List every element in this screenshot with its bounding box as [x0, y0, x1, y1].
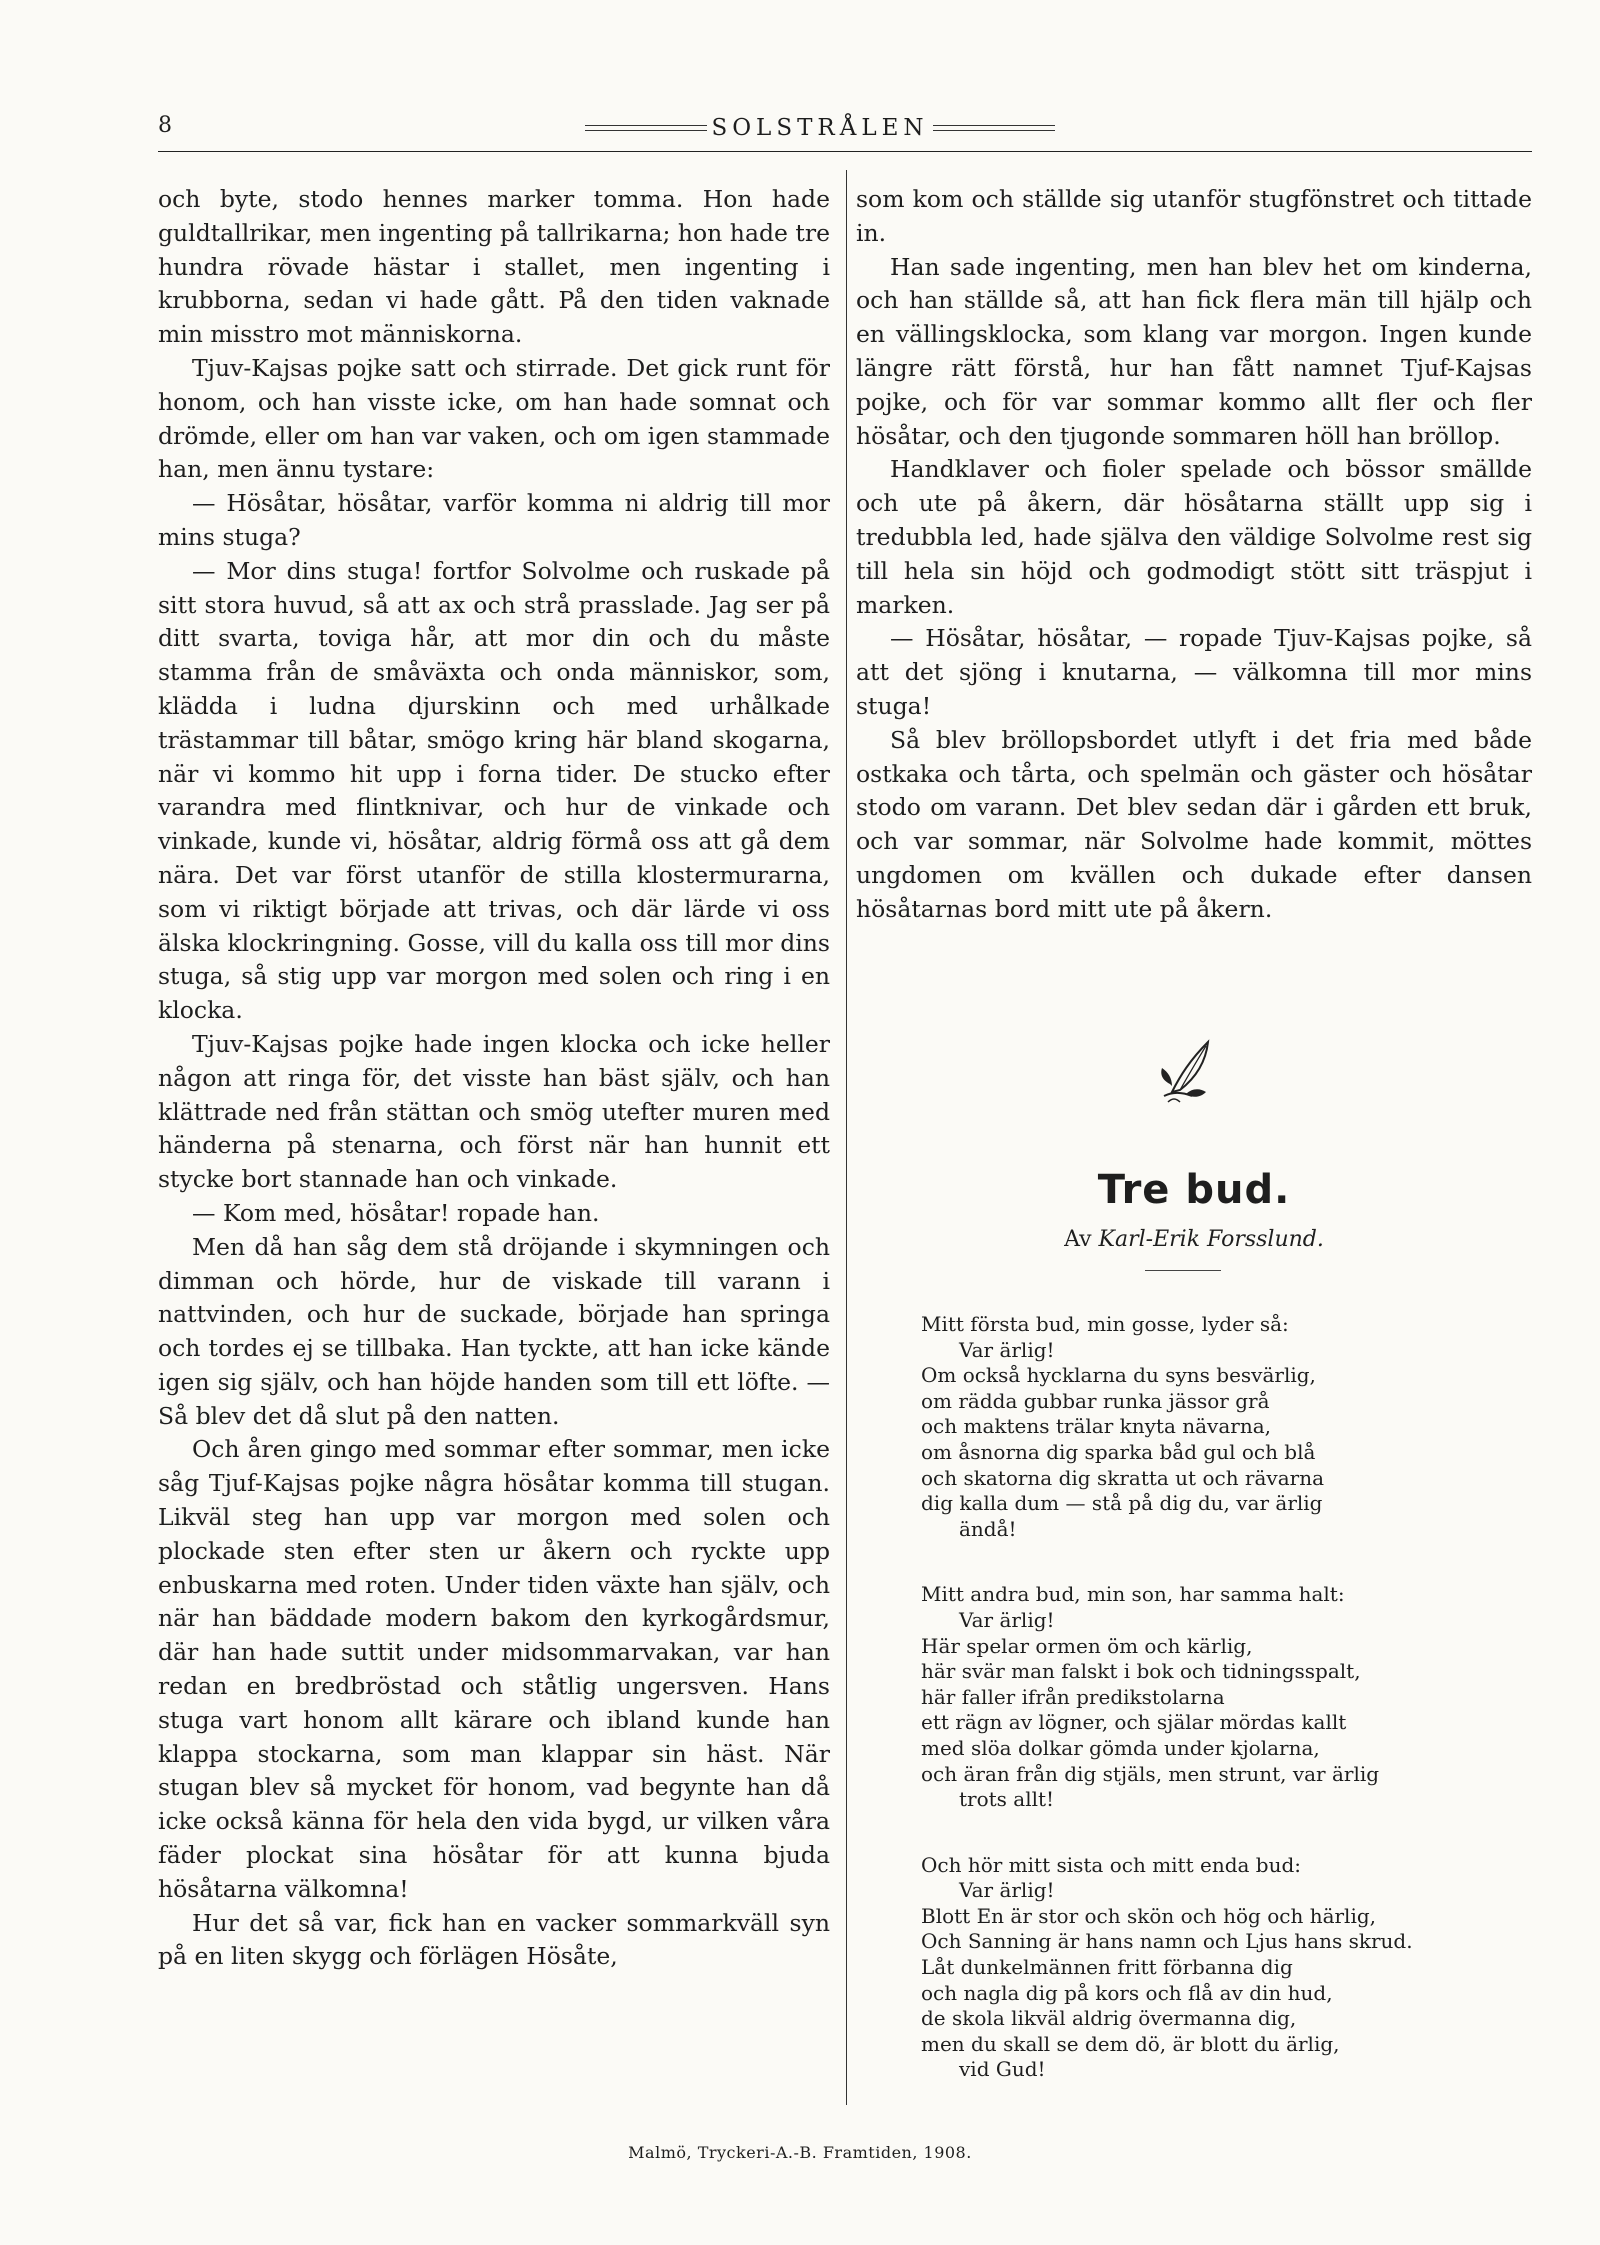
- poem-line: ett rägn av lögner, och själar mördas kallt: [921, 1710, 1347, 1735]
- right-column: [856, 183, 1532, 927]
- printer-imprint: Malmö, Tryckeri-A.-B. Framtiden, 1908.: [628, 2143, 972, 2162]
- poem-stanza: [921, 1853, 1541, 2083]
- paragraph: Och åren gingo med sommar efter sommar, men icke såg Tjuf-Kajsas pojke några hösåtar komma till stugan. Likväl steg han upp var morgon med solen och plockade sten efter sten ur åkern och ryckte upp enbuskarna med roten. Under tiden växte han själv, och när han bäddade modern bakom den kyrkogårdsmur, där han hade suttit under midsommarvakan, var han redan en bredbröstad och ståtlig ungersven. Hans stuga vart honom allt kärare och ibland kunde han klappa stockarna, som man klappar sin häst. När stugan blev så mycket för honom, vad begynte han då icke också känna för hela den vida bygd, ur vilken våra fäder plockat sina hösåtar för att kunna bjuda hösåtarna välkomna!: [158, 1435, 830, 1903]
- poem-title: Tre bud.: [1097, 1167, 1291, 1213]
- poem-line: Om också hycklarna du syns besvärlig,: [921, 1363, 1316, 1388]
- paragraph: Handklaver och fioler spelade och bössor smällde och ute på åkern, där hösåtarna ställt upp sig i tredubbla led, hade själva den väldige Solvolme rest sig till hela sin höjd och godmodigt stött sitt träspjut i marken.: [856, 455, 1532, 619]
- poem-line: Var ärlig!: [959, 1607, 1055, 1632]
- poem-line: om rädda gubbar runka jässor grå: [921, 1388, 1270, 1413]
- poem-line: vid Gud!: [959, 2057, 1046, 2082]
- column-divider: [846, 170, 847, 2105]
- paragraph: — Hösåtar, hösåtar, — ropade Tjuv-Kajsas pojke, så att det sjöng i knutarna, — välkomna till mor mins stuga!: [856, 624, 1532, 720]
- poem-body: [921, 1312, 1541, 2123]
- poem-line: Var ärlig!: [959, 1337, 1055, 1362]
- poem-line: men du skall se dem dö, är blott du ärlig,: [921, 2031, 1340, 2056]
- paragraph: och byte, stodo hennes marker tomma. Hon hade guldtallrikar, men ingenting på tallrikarna; hon hade tre hundra rövade hästar i stallet, men ingenting i krubborna, sedan vi hade gått. På den tiden vaknade min misstro mot människorna.: [158, 185, 830, 349]
- paragraph: Så blev bröllopsbordet utlyft i det fria med både ostkaka och tårta, och spelmän och gäster och hösåtar stodo om varann. Det blev sedan där i gården ett bruk, och var sommar, när Solvolme hade kommit, möttes ungdomen om kvällen och dukade efter dansen hösåtarnas bord mitt ute på åkern.: [856, 725, 1532, 923]
- left-column: [158, 183, 830, 1974]
- paragraph: Tjuv-Kajsas pojke hade ingen klocka och icke heller någon att ringa för, det visste han bäst själv, och han klättrade ned från stättan och smög utefter muren med händerna på stenarna, och först när han hunnit ett stycke bort stannade han och vinkade.: [158, 1029, 830, 1194]
- poem-line: Låt dunkelmännen fritt förbanna dig: [921, 1955, 1293, 1980]
- poem-line: dig kalla dum — stå på dig du, var ärlig: [921, 1491, 1323, 1516]
- paragraph: — Kom med, hösåtar! ropade han.: [192, 1198, 600, 1227]
- poem-line: här svär man falskt i bok och tidningsspalt,: [921, 1659, 1361, 1684]
- poem-line: och nagla dig på kors och flå av din hud,: [921, 1980, 1333, 2005]
- poem-line: med slöa dolkar gömda under kjolarna,: [921, 1735, 1320, 1760]
- paragraph: Han sade ingenting, men han blev het om kinderna, och han ställde så, att han fick flera män till hjälp och en vällingsklocka, som klang var morgon. Ingen kunde längre rätt förstå, hur han fått namnet Tjuf-Kajsas pojke, och för var sommar kommo allt fler och fler hösåtar, och den tjugonde sommaren höll han bröllop.: [856, 252, 1532, 450]
- title-rule: [1145, 1270, 1221, 1271]
- poem-line: Mitt första bud, min gosse, lyder så:: [921, 1312, 1289, 1336]
- poem-line: här faller ifrån predikstolarna: [921, 1684, 1225, 1709]
- page-number: 8: [158, 113, 172, 138]
- poem-line: och maktens trälar knyta nävarna,: [921, 1414, 1271, 1439]
- poem-line: Blott En är stor och skön och hög och härlig,: [921, 1903, 1377, 1928]
- paragraph: Tjuv-Kajsas pojke satt och stirrade. Det gick runt för honom, och han visste icke, om han hade somnat och drömde, eller om han var vaken, och om igen stammade han, men ännu tystare:: [158, 353, 830, 484]
- paragraph: — Mor dins stuga! fortfor Solvolme och ruskade på sitt stora huvud, så att ax och strå prasslade. Jag ser på ditt svarta, toviga hår, att mor din och du måste stamma från de småväxta och onda människor, som, klädda i ludna djurskinn och med urhålkade trästammar till båtar, smögo kring här bland skogarna, när vi kommo hit upp i forna tider. De stucko efter varandra med flintknivar, och hur de vinkade och vinkade, kunde vi, hösåtar, aldrig förmå oss att gå dem nära. Det var först utanför de stilla klostermurarna, som vi riktigt började att trivas, och där lärde vi oss älska klockringning. Gosse, vill du kalla oss till mor dins stuga, så stig upp var morgon med solen och ring i en klocka.: [158, 556, 830, 1025]
- byline-prefix: Av: [1064, 1227, 1092, 1252]
- poem-line: och skatorna dig skratta ut och rävarna: [921, 1465, 1324, 1490]
- poem-byline: [856, 1227, 1532, 1252]
- poem-line: ändå!: [959, 1516, 1017, 1541]
- masthead: [520, 113, 1120, 143]
- masthead-rule-left: [585, 125, 707, 131]
- header-rule: [158, 151, 1532, 152]
- poem-line: Och Sanning är hans namn och Ljus hans skrud.: [921, 1929, 1413, 1954]
- poem-line: Och hör mitt sista och mitt enda bud:: [921, 1852, 1302, 1877]
- paragraph: Men då han såg dem stå dröjande i skymningen och dimman och hörde, hur de viskade till varann i nattvinden, och hur de suckade, började han springa och tordes ej se tillbaka. Han tyckte, att han icke kände igen sig själv, och han höjde handen som till ett löfte. — Så blev det då slut på den natten.: [158, 1232, 830, 1430]
- poem-line: och äran från dig stjäls, men strunt, var ärlig: [921, 1761, 1380, 1786]
- masthead-title: SOLSTRÅLEN: [711, 115, 929, 141]
- paragraph: Hur det så var, fick han en vacker sommarkväll syn på en liten skygg och förlägen Hösåte,: [158, 1908, 830, 1971]
- paragraph: som kom och ställde sig utanför stugfönstret och tittade in.: [856, 185, 1532, 247]
- poem-line: Här spelar ormen öm och kärlig,: [921, 1633, 1253, 1658]
- poem-author: Karl-Erik Forsslund.: [1098, 1227, 1324, 1252]
- poem-line: Var ärlig!: [959, 1878, 1055, 1903]
- poem-line: de skola likväl aldrig övermanna dig,: [921, 2006, 1297, 2031]
- poem-line: trots allt!: [959, 1787, 1055, 1812]
- poem-line: om åsnorna dig sparka båd gul och blå: [921, 1439, 1316, 1464]
- leaf-ornament-icon: [1150, 1030, 1230, 1110]
- paragraph: — Hösåtar, hösåtar, varför komma ni aldrig till mor mins stuga?: [158, 489, 830, 551]
- poem-stanza: [921, 1582, 1541, 1812]
- poem-line: Mitt andra bud, min son, har samma halt:: [921, 1582, 1345, 1607]
- poem-stanza: [921, 1312, 1541, 1542]
- masthead-rule-right: [933, 125, 1055, 131]
